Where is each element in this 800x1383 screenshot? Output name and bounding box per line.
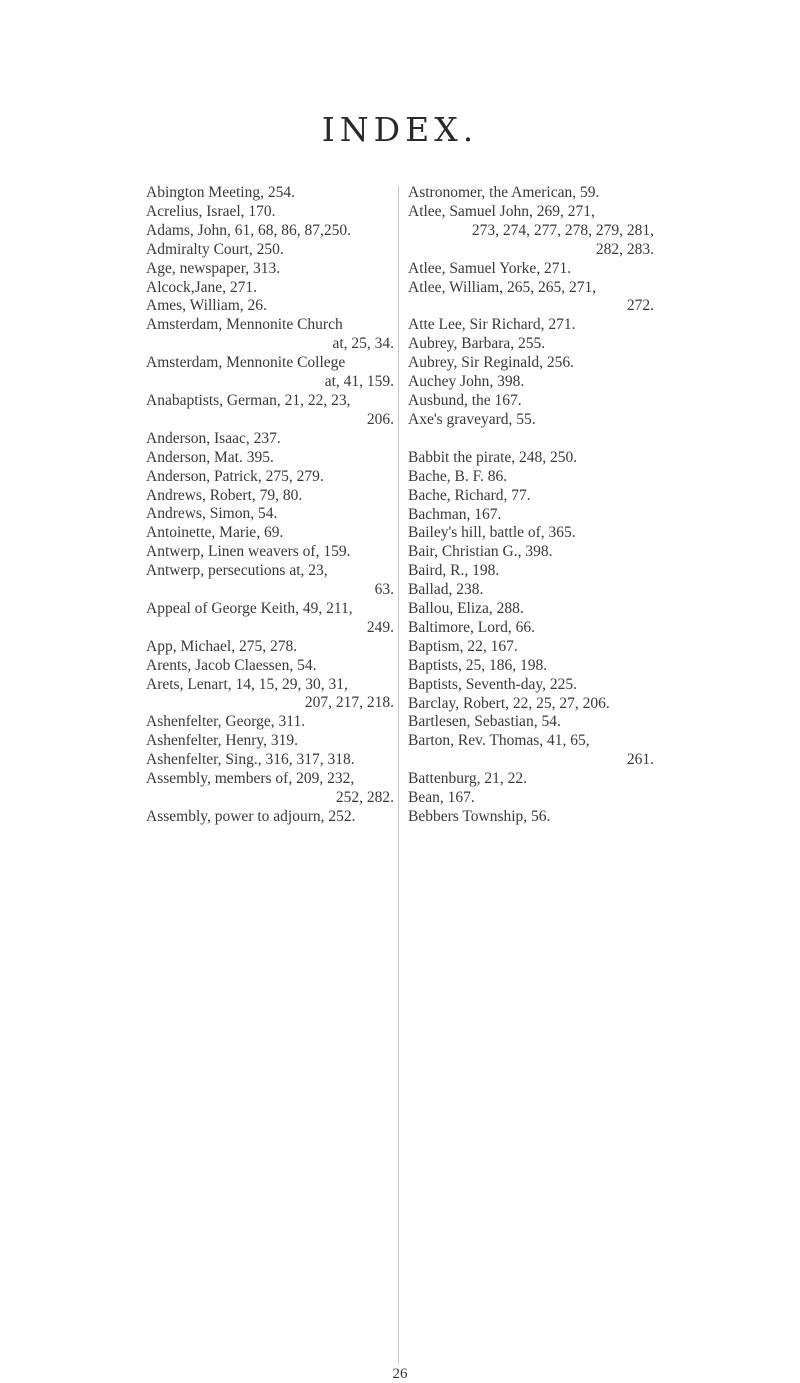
index-entry-text: Baird, R., 198. — [408, 562, 500, 580]
index-entry — [408, 335, 654, 354]
index-entry-text: Ashenfelter, Sing., 316, 317, 318. — [146, 751, 355, 769]
index-entry — [146, 562, 394, 600]
index-entry — [146, 184, 394, 203]
index-entry — [408, 506, 654, 525]
index-entry-continuation: 63. — [374, 581, 394, 599]
index-entry-text: Antwerp, Linen weavers of, 159. — [146, 543, 351, 561]
index-entry-text: Anderson, Mat. 395. — [146, 448, 274, 466]
index-entry-text: Bartlesen, Sebastian, 54. — [408, 713, 561, 731]
index-entry — [408, 373, 654, 392]
page-title: INDEX. — [321, 110, 479, 150]
index-entry-text: Amsterdam, Mennonite College — [146, 354, 346, 372]
index-entry-continuation: 249. — [366, 618, 394, 636]
index-entry — [146, 638, 394, 657]
index-entry-text: Antoinette, Marie, 69. — [146, 524, 284, 542]
index-entry — [408, 203, 654, 260]
index-entry-text: Bache, B. F. 86. — [408, 467, 508, 485]
index-entry — [408, 184, 654, 203]
index-entry-text: Bailey's hill, battle of, 365. — [408, 524, 576, 542]
index-entry-text: Anderson, Patrick, 275, 279. — [146, 467, 324, 485]
index-entry — [146, 316, 394, 354]
index-entry-text: Ausbund, the 167. — [408, 391, 522, 409]
index-entry-continuation: 261. — [626, 751, 654, 769]
index-entry-text: Ballou, Eliza, 288. — [408, 600, 524, 618]
page-number: 26 — [392, 1366, 408, 1382]
index-entry-text: Ashenfelter, Henry, 319. — [146, 732, 299, 750]
index-entry — [146, 392, 394, 430]
index-entry-text: Aubrey, Barbara, 255. — [408, 335, 546, 353]
index-entry-text: Arents, Jacob Claessen, 54. — [146, 656, 317, 674]
index-entry-text: Acrelius, Israel, 170. — [146, 202, 276, 220]
index-entry-continuation: at, 25, 34. — [332, 335, 394, 353]
index-entry — [146, 808, 394, 827]
index-entry — [146, 430, 394, 449]
index-entry-text: Ballad, 238. — [408, 581, 484, 599]
index-entry-text: Astronomer, the American, 59. — [408, 184, 600, 201]
index-entry-text: Anderson, Isaac, 237. — [146, 429, 281, 447]
index-entry-text: Bachman, 167. — [408, 505, 502, 523]
index-entry-text: Atlee, Samuel Yorke, 271. — [408, 259, 572, 277]
index-entry — [408, 316, 654, 335]
index-entry — [146, 524, 394, 543]
index-column-left — [146, 184, 394, 827]
index-entry — [146, 241, 394, 260]
index-entry — [146, 543, 394, 562]
index-entry-text: Anabaptists, German, 21, 22, 23, — [146, 391, 351, 409]
index-entry-text: Battenburg, 21, 22. — [408, 770, 527, 788]
index-entry-continuation: 273, 274, 277, 278, 279, 281, — [471, 221, 654, 239]
index-entry — [146, 297, 394, 316]
index-entry — [408, 543, 654, 562]
index-entry — [146, 468, 394, 487]
index-entry — [408, 638, 654, 657]
index-entry-text: Arets, Lenart, 14, 15, 29, 30, 31, — [146, 675, 348, 693]
index-entry — [146, 676, 394, 714]
index-entry-text: Andrews, Robert, 79, 80. — [146, 486, 303, 504]
index-entry-text: Amsterdam, Mennonite Church — [146, 316, 343, 334]
index-entry — [408, 411, 654, 430]
index-entry — [146, 732, 394, 751]
index-entry-text: Baptists, Seventh-day, 225. — [408, 675, 578, 693]
index-entry — [146, 222, 394, 241]
index-entry-text: Barclay, Robert, 22, 25, 27, 206. — [408, 694, 610, 712]
letter-section-gap — [408, 430, 654, 449]
index-entry — [408, 487, 654, 506]
index-entry — [146, 203, 394, 222]
index-entry-text: Barton, Rev. Thomas, 41, 65, — [408, 732, 590, 750]
index-entry-text: Aubrey, Sir Reginald, 256. — [408, 354, 575, 372]
index-entry-continuation: at, 41, 159. — [324, 373, 394, 391]
index-entry-text: Bebbers Township, 56. — [408, 808, 551, 825]
index-entry-text: Ashenfelter, George, 311. — [146, 713, 306, 731]
index-column-right — [408, 184, 654, 827]
index-entry-text: Ames, William, 26. — [146, 297, 267, 315]
index-entry — [408, 657, 654, 676]
index-entry-continuation: 272. — [626, 297, 654, 315]
index-entry — [408, 279, 654, 317]
index-entry-text: Bean, 167. — [408, 789, 475, 807]
index-entry-text: Atlee, William, 265, 265, 271, — [408, 278, 597, 296]
index-entry — [408, 770, 654, 789]
index-entry — [146, 279, 394, 298]
index-entry — [408, 695, 654, 714]
index-entry-text: Baptism, 22, 167. — [408, 637, 518, 655]
index-entry-text: Atte Lee, Sir Richard, 271. — [408, 316, 576, 334]
index-entry-continuation: 282, 283. — [595, 240, 654, 258]
index-entry — [408, 562, 654, 581]
index-entry — [408, 732, 654, 770]
index-entry — [408, 619, 654, 638]
index-entry-continuation: 206. — [366, 410, 394, 428]
index-entry — [146, 449, 394, 468]
index-entry — [408, 600, 654, 619]
column-divider — [398, 186, 399, 1364]
index-entry — [146, 713, 394, 732]
index-entry-text: Axe's graveyard, 55. — [408, 410, 536, 428]
index-entry — [146, 505, 394, 524]
index-entry — [146, 600, 394, 638]
index-entry-text: Antwerp, persecutions at, 23, — [146, 562, 328, 580]
index-entry-text: Bair, Christian G., 398. — [408, 543, 553, 561]
index-entry — [146, 770, 394, 808]
index-entry-text: Bache, Richard, 77. — [408, 486, 531, 504]
index-entry-text: Baptists, 25, 186, 198. — [408, 656, 548, 674]
index-entry — [146, 354, 394, 392]
index-entry — [408, 354, 654, 373]
index-entry — [146, 487, 394, 506]
index-entry — [408, 449, 654, 468]
index-entry-text: Abington Meeting, 254. — [146, 184, 295, 201]
index-entry — [408, 260, 654, 279]
index-entry — [146, 657, 394, 676]
index-entry-text: Adams, John, 61, 68, 86, 87,250. — [146, 221, 351, 239]
index-entry — [408, 789, 654, 808]
index-entry-continuation: 252, 282. — [335, 789, 394, 806]
index-entry-text: App, Michael, 275, 278. — [146, 637, 298, 655]
index-entry-text: Andrews, Simon, 54. — [146, 505, 278, 523]
index-entry — [408, 524, 654, 543]
index-entry-text: Appeal of George Keith, 49, 211, — [146, 599, 353, 617]
index-entry-text: Age, newspaper, 313. — [146, 259, 281, 277]
index-entry-text: Atlee, Samuel John, 269, 271, — [408, 202, 595, 220]
index-entry — [408, 808, 654, 827]
index-entry-text: Alcock,Jane, 271. — [146, 278, 258, 296]
index-entry-text: Auchey John, 398. — [408, 373, 525, 391]
index-entry — [408, 468, 654, 487]
index-entry — [408, 713, 654, 732]
index-entry-continuation: 207, 217, 218. — [304, 694, 394, 712]
index-entry-text: Assembly, power to adjourn, 252. — [146, 807, 356, 825]
index-entry — [408, 676, 654, 695]
index-entry — [146, 751, 394, 770]
index-entry — [408, 392, 654, 411]
index-entry-text: Baltimore, Lord, 66. — [408, 618, 535, 636]
index-entry-text: Assembly, members of, 209, 232, — [146, 770, 355, 788]
index-entry — [146, 260, 394, 279]
index-entry-text: Babbit the pirate, 248, 250. — [408, 448, 578, 466]
index-entry-text: Admiralty Court, 250. — [146, 240, 284, 258]
index-entry — [408, 581, 654, 600]
